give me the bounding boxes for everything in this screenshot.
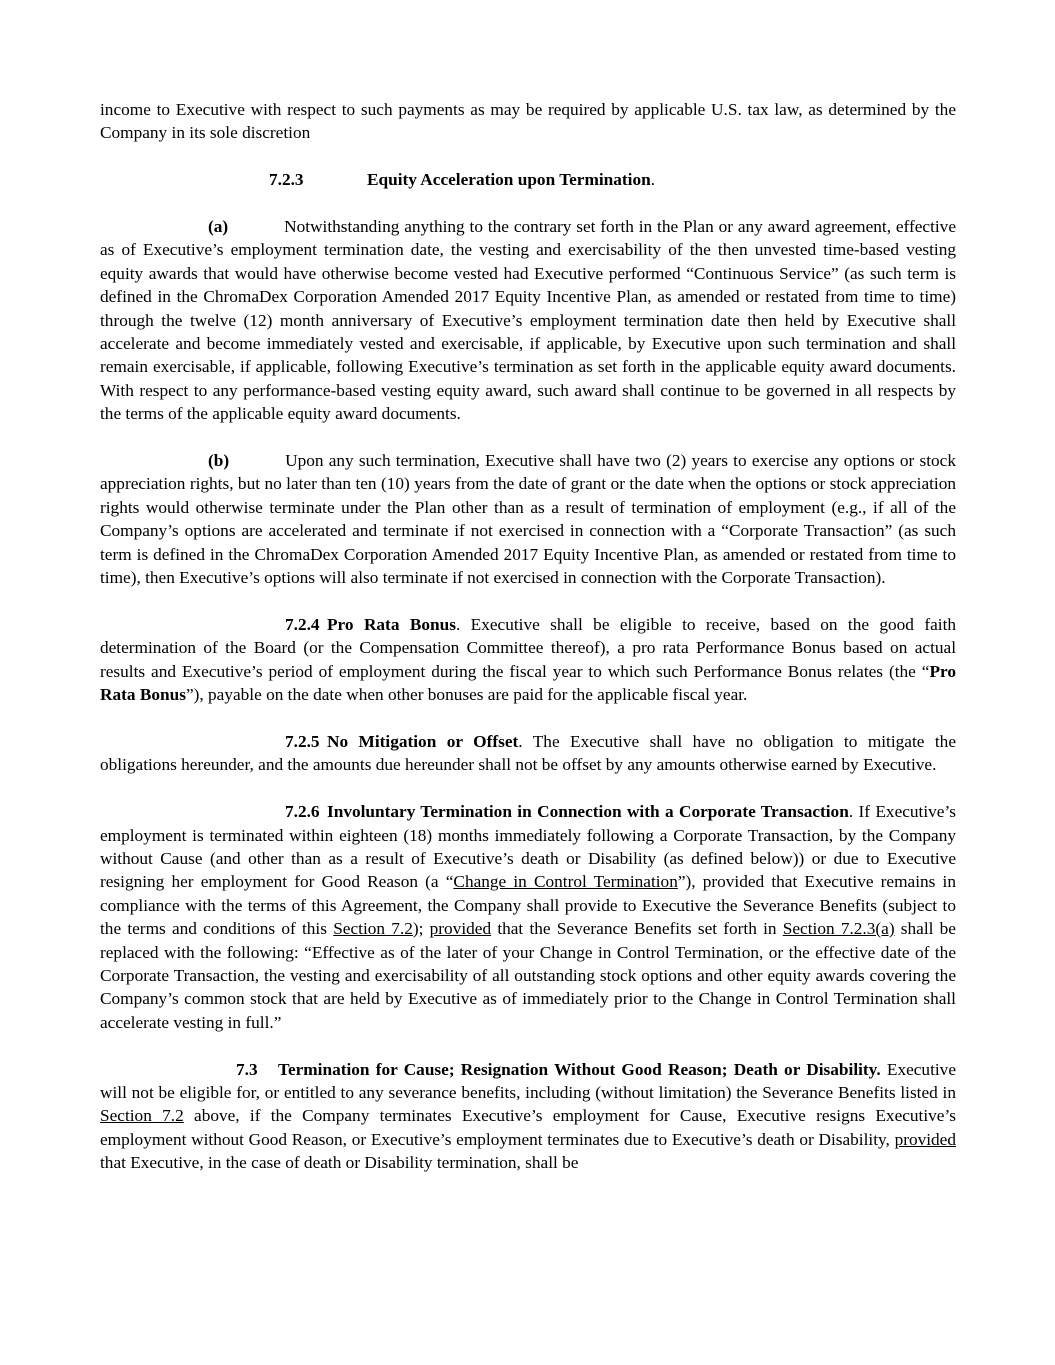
section-reference: Section 7.2 [333, 919, 413, 939]
section-text: ”), provided that Executive remains in compliance with the terms of this Agreement, the Company shall provide to Executive the Severance Benefits (subject to the terms and conditions of this [100, 872, 956, 939]
section-7-2-5 [100, 730, 956, 777]
section-number: 7.2.3 [269, 170, 304, 190]
section-text: above, if the Company terminates Executive’s employment for Cause, Executive resigns Executive’s employment without Good Reason, or Executive’s employment terminates due to Executive’s death or Disability, [100, 1106, 956, 1149]
paragraph-b [100, 449, 956, 589]
section-text: ); [412, 919, 430, 939]
section-number: 7.2.6 [285, 802, 320, 822]
paragraph-b-label: (b) [208, 451, 230, 471]
section-text: . If Executive’s employment is terminated within eighteen (18) months immediately following a Corporate Transaction, by the Company without Cause (and other than as a result of Executive’s death or Disability (as defined below)) or due to Executive resigning her employment for Good Reason (a “ [100, 802, 956, 892]
section-reference: Section 7.2 [100, 1106, 184, 1126]
section-text: that the Severance Benefits set forth in [491, 919, 783, 939]
section-title: Equity Acceleration upon Termination [367, 170, 651, 190]
section-7-2-4 [100, 613, 956, 707]
provided-term: provided [429, 919, 492, 939]
section-title: Involuntary Termination in Connection with a Corporate Transaction [327, 802, 849, 822]
section-title: Pro Rata Bonus [327, 614, 456, 634]
section-text: ”), payable on the date when other bonuses are paid for the applicable fiscal year. [185, 685, 748, 705]
section-title: Termination for Cause; Resignation Without Good Reason; Death or Disability. [278, 1059, 881, 1079]
section-text: that Executive, in the case of death or Disability termination, shall be [100, 1153, 579, 1173]
document-page [100, 98, 956, 1175]
paragraph-b-text: Upon any such termination, Executive shall have two (2) years to exercise any options or stock appreciation rights, but no later than ten (10) years from the date of grant or the date when the options or stock appreciation rights would otherwise terminate under the Plan other than as a result of termination of employment (e.g., if all of the Company’s options are accelerated and terminate if not exercised in connection with a “Corporate Transaction” (as such term is defined in the ChromaDex Corporation Amended 2017 Equity Incentive Plan, as amended or restated from time to time), then Executive’s options will also terminate if not exercised in connection with the Corporate Transaction). [100, 451, 956, 588]
section-text: . The Executive shall have no obligation to mitigate the obligations hereunder, and the amounts due hereunder shall not be offset by any amounts otherwise earned by Executive. [100, 731, 956, 775]
paragraph-a-label: (a) [208, 217, 229, 236]
section-7-2-3-heading [100, 168, 956, 191]
section-number: 7.2.5 [285, 731, 320, 751]
intro-paragraph: income to Executive with respect to such payments as may be required by applicable U.S. tax law, as determined by the Company in its sole discretion [100, 100, 956, 143]
section-text: . Executive shall be eligible to receive, based on the good faith determination of the Board (or the Compensation Committee thereof), a pro rata Performance Bonus based on actual results and Executive’s period of employment during the fiscal year to which such Performance Bonus relates (the “ [100, 614, 957, 681]
paragraph-a-text: Notwithstanding anything to the contrary set forth in the Plan or any award agreement, effective as of Executive’s employment termination date, the vesting and exercisability of the then unvested time-based vesting equity awards that would have otherwise become vested had Executive performed “Continuous Service” (as such term is defined in the ChromaDex Corporation Amended 2017 Equity Incentive Plan, as amended or restated from time to time) through the twelve (12) month anniversary of Executive’s employment termination date then held by Executive shall accelerate and become immediately vested and exercisable, if applicable, by Executive upon such termination and shall remain exercisable, if applicable, following Executive’s termination as set forth in the applicable equity award documents. With respect to any performance-based vesting equity award, such award shall continue to be governed in all respects by the terms of the applicable equity award documents. [100, 217, 956, 424]
defined-term-change-in-control-termination: Change in Control Termination [453, 872, 678, 892]
provided-term: provided [894, 1129, 956, 1149]
heading-period: . [650, 170, 656, 190]
section-title: No Mitigation or Offset [327, 731, 519, 751]
section-7-2-6 [100, 800, 956, 1034]
defined-term: Pro Rata Bonus [100, 661, 956, 705]
section-number: 7.2.4 [285, 614, 320, 634]
paragraph-a [100, 215, 956, 426]
section-text: shall be replaced with the following: “Effective as of the later of your Change in Control Termination, or the effective date of the Corporate Transaction, the vesting and exercisability of all outstanding stock options and other equity awards covering the Company’s common stock that are held by Executive as of immediately prior to the Change in Control Termination shall accelerate vesting in full.” [100, 919, 956, 1032]
section-number: 7.3 [236, 1059, 258, 1079]
section-7-3 [100, 1058, 956, 1175]
section-reference: Section 7.2.3(a) [782, 919, 895, 939]
section-text: Executive will not be eligible for, or entitled to any severance benefits, including (without limitation) the Severance Benefits listed in [100, 1059, 956, 1102]
